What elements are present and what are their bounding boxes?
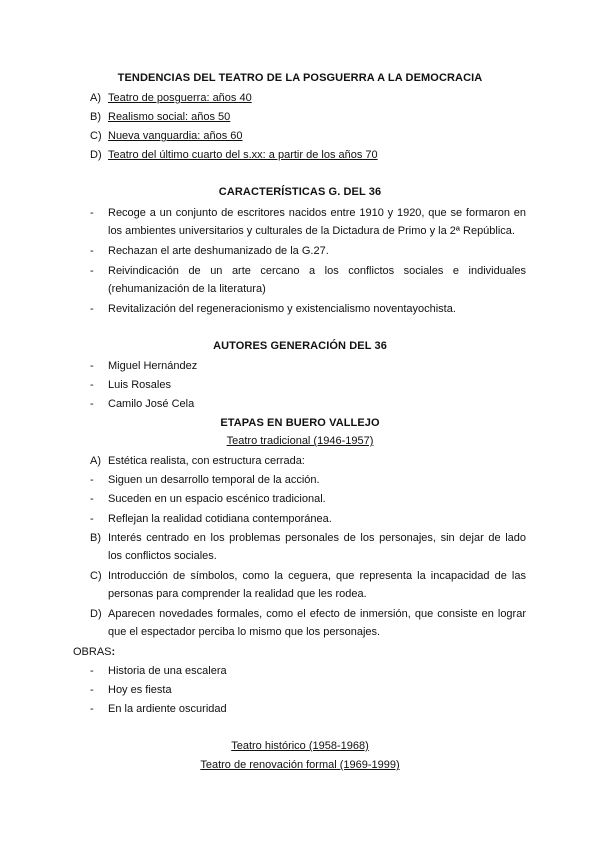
item-marker: D) xyxy=(90,149,102,161)
title-tendencias: TENDENCIAS DEL TEATRO DE LA POSGUERRA A LA DEMOCRACIA xyxy=(117,72,483,84)
title-caracteristicas: CARACTERÍSTICAS G. DEL 36 xyxy=(218,186,382,198)
item-marker: - xyxy=(90,493,94,505)
item-marker: B) xyxy=(90,532,101,544)
item-text: Luis Rosales xyxy=(108,379,171,391)
item-marker: - xyxy=(90,265,94,277)
item-text-line1: Reflejan la realidad cotidiana contemporánea. xyxy=(108,513,332,525)
title-autores: AUTORES GENERACIÓN DEL 36 xyxy=(213,340,387,352)
item-text-line1: Reivindicación de un arte cercano a los conflictos sociales e individuales xyxy=(108,265,526,277)
item-text: Camilo José Cela xyxy=(108,398,195,410)
etapa-historico-heading: Teatro histórico (1958-1968) xyxy=(231,740,369,752)
item-marker: - xyxy=(90,398,94,410)
item-marker: - xyxy=(90,379,94,391)
item-marker: D) xyxy=(90,608,102,620)
item-marker: - xyxy=(90,474,94,486)
etapa-renovacion-heading: Teatro de renovación formal (1969-1999) xyxy=(200,759,400,771)
item-marker: - xyxy=(90,684,94,696)
item-marker: - xyxy=(90,665,94,677)
item-text: Teatro de posguerra: años 40 xyxy=(108,92,252,104)
item-text-line2: los ambientes universitarios y culturales de la Dictadura de Primo y la 2ª República. xyxy=(108,225,515,237)
item-marker: - xyxy=(90,303,94,315)
item-marker: B) xyxy=(90,111,101,123)
item-marker: C) xyxy=(90,130,102,142)
item-text: Historia de una escalera xyxy=(108,665,227,677)
item-marker: A) xyxy=(90,92,101,104)
etapa-tradicional-heading: Teatro tradicional (1946-1957) xyxy=(226,435,374,447)
obras-label xyxy=(73,646,115,658)
item-marker: - xyxy=(90,703,94,715)
item-text: Realismo social: años 50 xyxy=(108,111,231,123)
item-text-line2: que el espectador perciba lo mismo que los personajes. xyxy=(108,626,381,638)
item-text-line1: Rechazan el arte deshumanizado de la G.27. xyxy=(108,245,329,257)
item-marker: - xyxy=(90,207,94,219)
item-marker: C) xyxy=(90,570,102,582)
item-text-line1: Revitalización del regeneracionismo y existencialismo noventayochista. xyxy=(108,303,456,315)
item-text-line1: Aparecen novedades formales, como el efecto de inmersión, que consiste en lograr xyxy=(108,608,526,620)
item-marker: - xyxy=(90,360,94,372)
item-text-line1: Interés centrado en los problemas personales de los personajes, sin dejar de lado xyxy=(108,532,526,544)
item-text: En la ardiente oscuridad xyxy=(108,703,227,715)
item-text-line1: Recoge a un conjunto de escritores nacidos entre 1910 y 1920, que se formaron en xyxy=(108,207,526,219)
item-marker: - xyxy=(90,245,94,257)
item-marker: A) xyxy=(90,455,101,467)
title-etapas: ETAPAS EN BUERO VALLEJO xyxy=(220,417,380,429)
item-text-line1: Suceden en un espacio escénico tradicional. xyxy=(108,493,326,505)
item-text-line1: Introducción de símbolos, como la ceguera, que representa la incapacidad de las xyxy=(108,570,526,582)
item-text: Miguel Hernández xyxy=(108,360,198,372)
item-marker: - xyxy=(90,513,94,525)
item-text-line2: los conflictos sociales. xyxy=(108,550,217,562)
item-text: Teatro del último cuarto del s.xx: a partir de los años 70 xyxy=(108,149,378,161)
obras-label-colon: : xyxy=(111,646,116,658)
obras-label-text: OBRAS xyxy=(73,646,112,658)
item-text-line2: personas para comprender la realidad que les rodea. xyxy=(108,588,367,600)
item-text-line2: (rehumanización de la literatura) xyxy=(108,283,266,295)
item-text-line1: Siguen un desarrollo temporal de la acción. xyxy=(108,474,320,486)
item-text-line1: Estética realista, con estructura cerrada: xyxy=(108,455,305,467)
item-text: Hoy es fiesta xyxy=(108,684,172,696)
item-text: Nueva vanguardia: años 60 xyxy=(108,130,243,142)
